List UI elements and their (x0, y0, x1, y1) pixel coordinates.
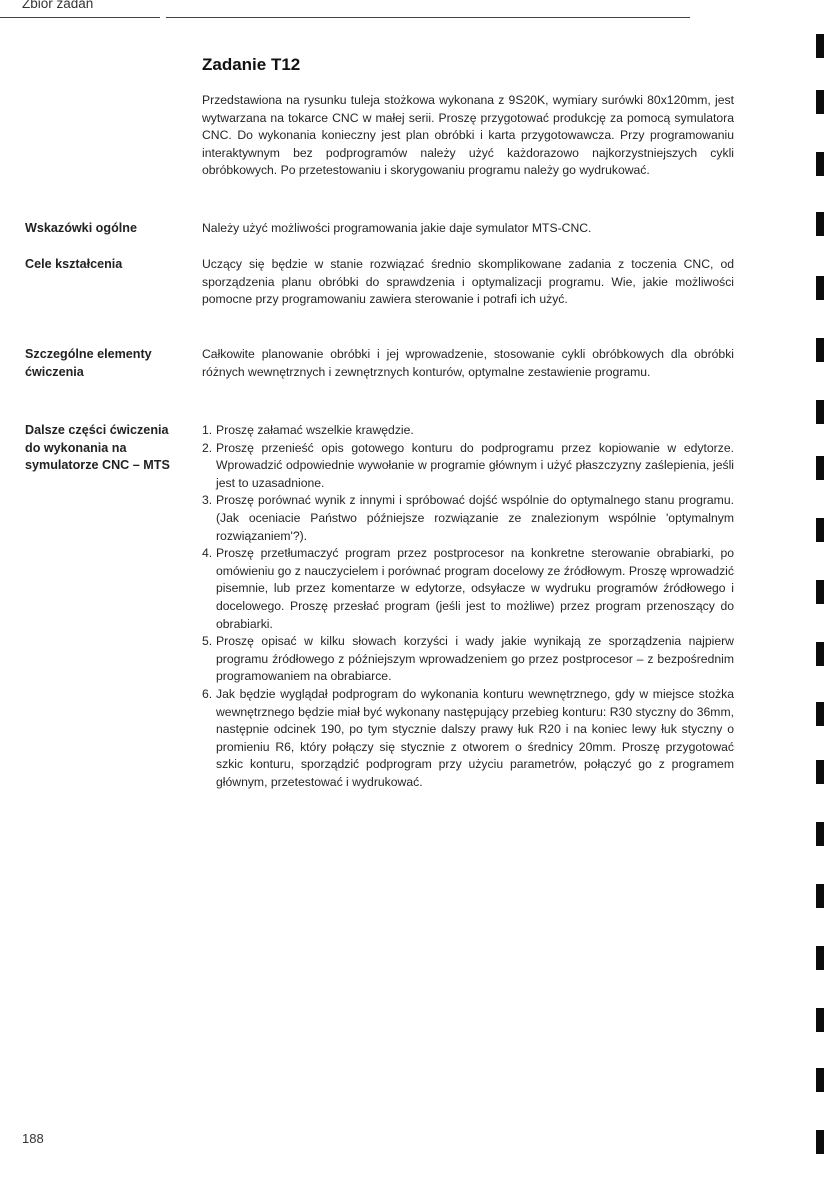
list-item-text: Proszę porównać wynik z innymi i spróbować dojść wspólnie do optymalnego stanu programu. (Jak oceniacie Państwo późniejsze rozwiązanie ze znalezionym wspólnie 'optymalnym rozwiązaniem'?). (216, 493, 734, 543)
list-item-number: 6. (202, 686, 213, 701)
list-item (202, 633, 734, 686)
task-title: Zadanie T12 (202, 55, 301, 74)
edge-mark (816, 90, 824, 114)
edge-mark (816, 518, 824, 542)
page-number: 188 (22, 1131, 44, 1146)
edge-mark (816, 456, 824, 480)
section-text-learning-goals: Uczący się będzie w stanie rozwiązać średnio skomplikowane zadania z toczenia CNC, od sporządzenia planu obróbki do sprawdzenia i optymalizacji programu. Wie, jakie możliwości pomocne przy programowaniu zawiera sterowanie i potrafi ich użyć. (202, 257, 734, 307)
section-label-further-parts: Dalsze części ćwiczenia do wykonania na symulatorze CNC – MTS (25, 423, 170, 473)
further-parts-list (202, 422, 734, 791)
section-text-general-hints: Należy użyć możliwości programowania jakie daje symulator MTS-CNC. (202, 221, 592, 235)
edge-mark (816, 884, 824, 908)
edge-mark (816, 152, 824, 176)
edge-mark (816, 580, 824, 604)
section-label-special-elements: Szczególne elementy ćwiczenia (25, 347, 152, 379)
list-item-text: Jak będzie wyglądał podprogram do wykonania konturu wewnętrznego, gdy w miejsce stożka wewnętrznego będzie miał być wykonany następujący przebieg konturu: R30 styczny do 36mm, następnie odcinek 190, po tym stycznie dalszy prawy łuk R20 i na koniec lewy łuk styczny o promieniu R6, który połączy się stycznie z otworem o średnicy 20mm. Proszę przygotować szkic konturu, sporządzić podprogram przy użyciu parametrów, połączyć go z programem głównym, przetestować i wydrukować. (216, 686, 734, 789)
section-text-special-elements: Całkowite planowanie obróbki i jej wprowadzenie, stosowanie cykli obróbkowych dla obróbki różnych wewnętrznych i zewnętrznych konturów, optymalne zestawienie programu. (202, 347, 734, 379)
section-label-general-hints: Wskazówki ogólne (25, 221, 137, 235)
list-item-number: 5. (202, 634, 213, 649)
edge-mark (816, 1130, 824, 1154)
list-item-number: 2. (202, 440, 213, 455)
edge-mark (816, 1068, 824, 1092)
edge-mark (816, 702, 824, 726)
edge-mark (816, 760, 824, 784)
list-item-number: 4. (202, 546, 213, 561)
edge-mark (816, 276, 824, 300)
running-title: Zbiór zadań (22, 0, 94, 11)
list-item-text: Proszę przetłumaczyć program przez postprocesor na konkretne sterowanie obrabiarki, po omówieniu go z nauczycielem i porównać program docelowy ze źródłowym. Proszę wprowadzić pisemnie, lub przez komentarze w edytorze, odsyłacze w wydruku programów źródłowego i docelowego. Proszę przesłać program (jeśli jest to możliwe) przez program przenoszący do obrabiarki. (216, 546, 734, 631)
edge-mark (816, 212, 824, 236)
list-item-text: Proszę załamać wszelkie krawędzie. (216, 423, 414, 437)
list-item (202, 440, 734, 493)
edge-mark (816, 1008, 824, 1032)
header-rule-left (0, 17, 160, 18)
header-rule-right (166, 17, 690, 18)
section-label-learning-goals: Cele kształcenia (25, 257, 123, 271)
edge-mark (816, 34, 824, 58)
list-item (202, 545, 734, 633)
list-item (202, 422, 734, 440)
list-item-text: Proszę przenieść opis gotowego konturu do podprogramu przez kopiowanie w edytorze. Wprowadzić odpowiednie wywołanie w programie głównym i użyć płaszczyzny zaślepienia, jeśli jest to uzasadnione. (216, 440, 734, 490)
edge-mark (816, 946, 824, 970)
list-item-text: Proszę opisać w kilku słowach korzyści i wady jakie wynikają ze sporządzenia najpierw programu źródłowego z późniejszym wprowadzeniem go przez postprocesor – z bezpośrednim programowaniem na obrabiarce. (216, 634, 734, 684)
list-item (202, 492, 734, 545)
list-item-number: 1. (202, 423, 213, 437)
list-item (202, 686, 734, 792)
edge-mark (816, 338, 824, 362)
edge-mark (816, 822, 824, 846)
task-intro: Przedstawiona na rysunku tuleja stożkowa wykonana z 9S20K, wymiary surówki 80x120mm, jest wytwarzana na tokarce CNC w małej serii. Proszę przygotować produkcję za pomocą symulatora CNC. Do wykonania konieczny jest plan obróbki i karta przygotowawcza. Przy programowaniu interaktywnym bez podprogramów należy użyć każdorazowo najkorzystniejszych cykli obróbkowych. Po przetestowaniu i skorygowaniu programu należy go wydrukować. (202, 93, 734, 178)
edge-mark (816, 400, 824, 424)
list-item-number: 3. (202, 493, 213, 508)
edge-mark (816, 642, 824, 666)
